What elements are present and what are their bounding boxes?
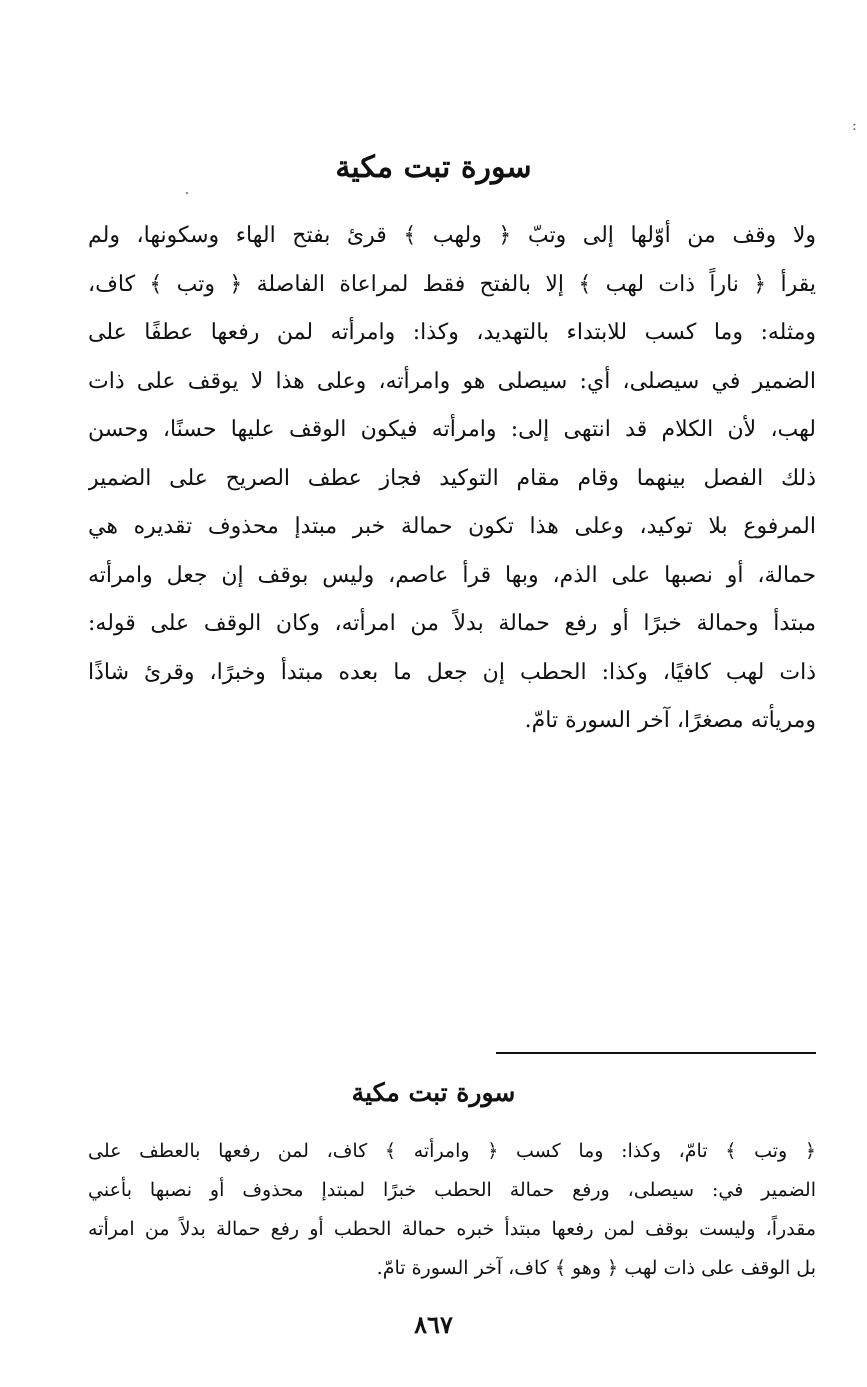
main-surah-title: سورة تبت مكية <box>335 150 532 185</box>
main-text-line: ومريأته مصغرًا، آخر السورة تامّ. <box>524 708 816 733</box>
main-text-line: ذلك الفصل بينهما وقام مقام التوكيد فجاز عطف الصريح على الضمير <box>88 465 816 491</box>
main-text-line: ولا وقف من أوّلها إلى وتبّ ﴿ ولهب ﴾ قرئ بفتح الهاء وسكونها، ولم <box>88 223 816 248</box>
footnote-surah-title: سورة تبت مكية <box>351 1078 516 1107</box>
main-text-line: لهب، لأن الكلام قد انتهى إلى: وامرأته فيكون الوقف عليها حسنًا، وحسن <box>88 417 816 442</box>
footnote-text-line: الضمير في: سيصلى، ورفع حمالة الحطب خبرًا لمبتدإ محذوف أو نصبها بأعني <box>88 1179 816 1201</box>
footnote-text-line: مقدراً، وليست بوقف لمن رفعها مبتدأ خبره حمالة الحطب أو رفع حمالة بدلاً من امرأته <box>88 1218 816 1240</box>
footnote-separator <box>496 1052 816 1054</box>
main-text-line: يقرأ ﴿ ناراً ذات لهب ﴾ إلا بالفتح فقط لمراعاة الفاصلة ﴿ وتب ﴾ كاف، <box>88 271 816 297</box>
main-text-line: ومثله: وما كسب للابتداء بالتهديد، وكذا: وامرأته لمن رفعها عطفًا على <box>88 320 816 345</box>
main-text-line: مبتدأ وحمالة خبرًا أو رفع حمالة بدلاً من امرأته، وكان الوقف على قوله: <box>88 611 816 636</box>
footnote-text-line: بل الوقف على ذات لهب ﴿ وهو ﴾ كاف، آخر السورة تامّ. <box>376 1257 816 1279</box>
main-text-line: ذات لهب كافيًا، وكذا: الحطب إن جعل ما بعده مبتدأ وخبرًا، وقرئ شاذًا <box>88 659 816 685</box>
main-text-line: الضمير في سيصلى، أي: سيصلى هو وامرأته، وعلى هذا لا يوقف على ذات <box>88 368 816 394</box>
footnote-text-line: ﴿ وتب ﴾ تامّ، وكذا: وما كسب ﴿ وامرأته ﴾ كاف، لمن رفعها بالعطف على <box>88 1140 816 1162</box>
scan-speck <box>186 192 188 194</box>
footnote-text-block <box>88 1132 816 1288</box>
main-text-block <box>88 212 816 746</box>
page-number: ٨٦٧ <box>414 1310 453 1339</box>
margin-mark: : <box>852 118 857 134</box>
main-text-line: حمالة، أو نصبها على الذم، وبها قرأ عاصم، وليس بوقف إن جعل وامرأته <box>88 562 816 588</box>
main-text-line: المرفوع بلا توكيد، وعلى هذا تكون حمالة خبر مبتدإ محذوف تقديره هي <box>88 514 816 539</box>
